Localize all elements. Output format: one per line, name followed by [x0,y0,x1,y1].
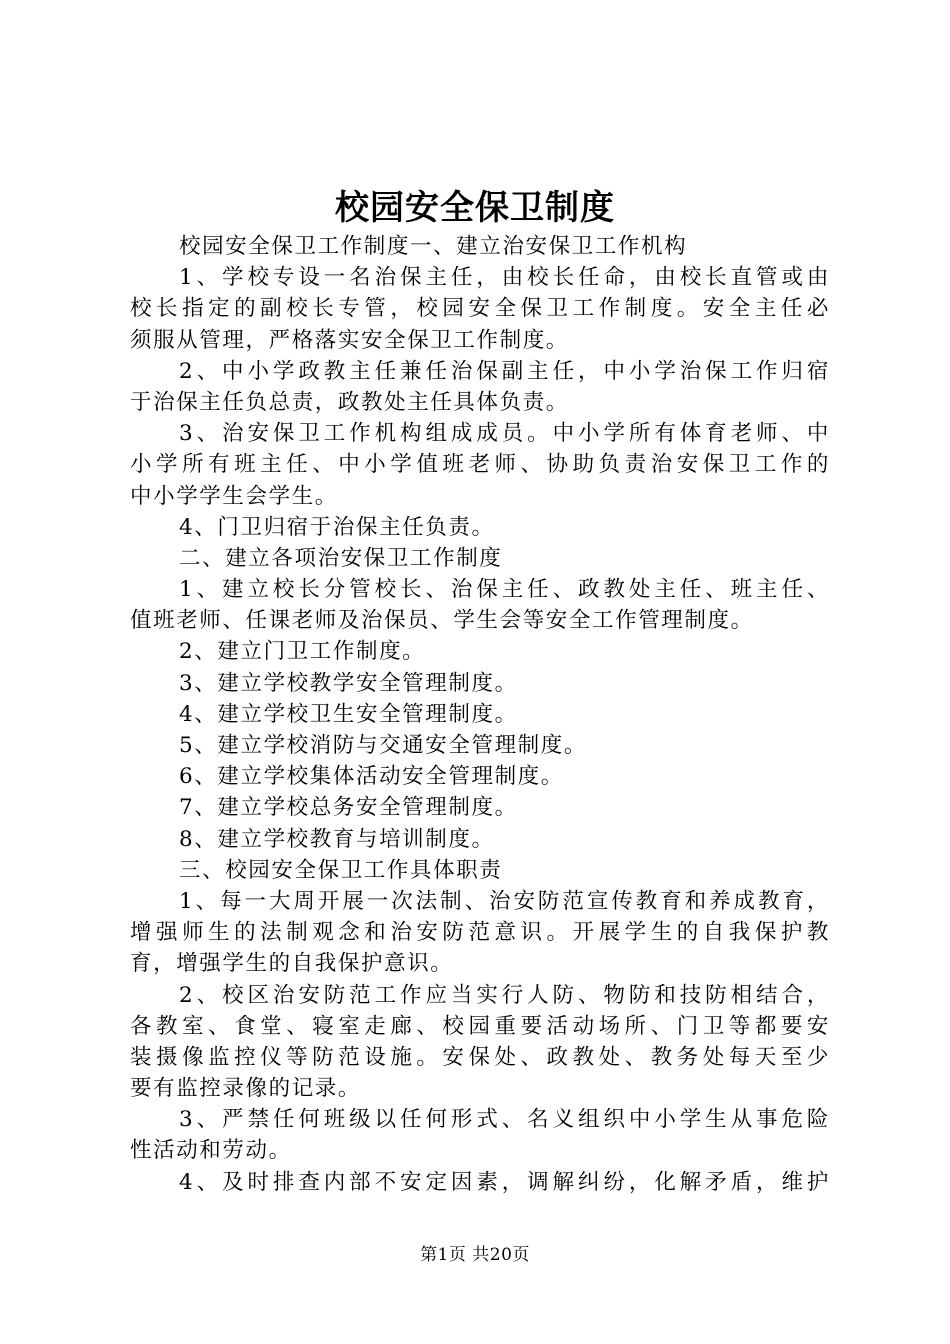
body-line: 1、学校专设一名治保主任，由校长任命，由校长直管或由 [179,265,830,291]
body-line: 于治保主任负总责，政教处主任具体负责。 [130,389,569,415]
body-line: 6、建立学校集体活动安全管理制度。 [179,764,564,790]
document-title: 校园安全保卫制度 [335,188,615,228]
body-line: 3、建立学校教学安全管理制度。 [179,670,518,696]
body-line: 2、中小学政教主任兼任治保副主任，中小学治保工作归宿 [179,358,830,384]
body-line: 育，增强学生的自我保护意识。 [130,951,454,977]
section-heading: 二、建立各项治安保卫工作制度 [179,545,503,571]
body-line: 7、建立学校总务安全管理制度。 [179,795,518,821]
body-line: 值班老师、任课老师及治保员、学生会等安全工作管理制度。 [130,608,754,634]
body-line: 校园安全保卫工作制度一、建立治安保卫工作机构 [179,234,688,259]
body-line: 要有监控录像的记录。 [130,1076,362,1102]
body-line: 1、每一大周开展一次法制、治安防范宣传教育和养成教育， [179,888,830,914]
body-line: 小学所有班主任、中小学值班老师、协助负责治安保卫工作的 [130,452,830,478]
body-line: 2、校区治安防范工作应当实行人防、物防和技防相结合， [179,982,830,1008]
body-line: 须服从管理，严格落实安全保卫工作制度。 [130,327,569,353]
body-line: 8、建立学校教育与培训制度。 [179,826,495,852]
body-line: 3、治安保卫工作机构组成成员。中小学所有体育老师、中 [179,421,830,447]
body-line: 校长指定的副校长专管，校园安全保卫工作制度。安全主任必 [130,296,830,322]
body-line: 装摄像监控仪等防范设施。安保处、政教处、教务处每天至少 [130,1044,830,1070]
section-heading: 三、校园安全保卫工作具体职责 [179,857,503,883]
body-line: 各教室、食堂、寝室走廊、校园重要活动场所、门卫等都要安 [130,1013,830,1039]
body-line: 3、严禁任何班级以任何形式、名义组织中小学生从事危险 [179,1107,830,1133]
body-line: 性活动和劳动。 [130,1138,292,1164]
body-line: 4、建立学校卫生安全管理制度。 [179,701,518,727]
body-line: 2、建立门卫工作制度。 [179,639,426,665]
body-line: 5、建立学校消防与交通安全管理制度。 [179,733,587,758]
body-line: 4、门卫归宿于治保主任负责。 [179,514,495,540]
body-line: 增强师生的法制观念和治安防范意识。开展学生的自我保护教 [130,920,830,946]
body-line: 4、及时排查内部不安定因素，调解纠纷，化解矛盾，维护 [179,1169,830,1195]
page-footer: 第1页 共20页 [420,1245,530,1265]
body-line: 中小学学生会学生。 [130,483,338,509]
document-body [130,231,830,1198]
body-line: 1、建立校长分管校长、治保主任、政教处主任、班主任、 [179,577,830,603]
